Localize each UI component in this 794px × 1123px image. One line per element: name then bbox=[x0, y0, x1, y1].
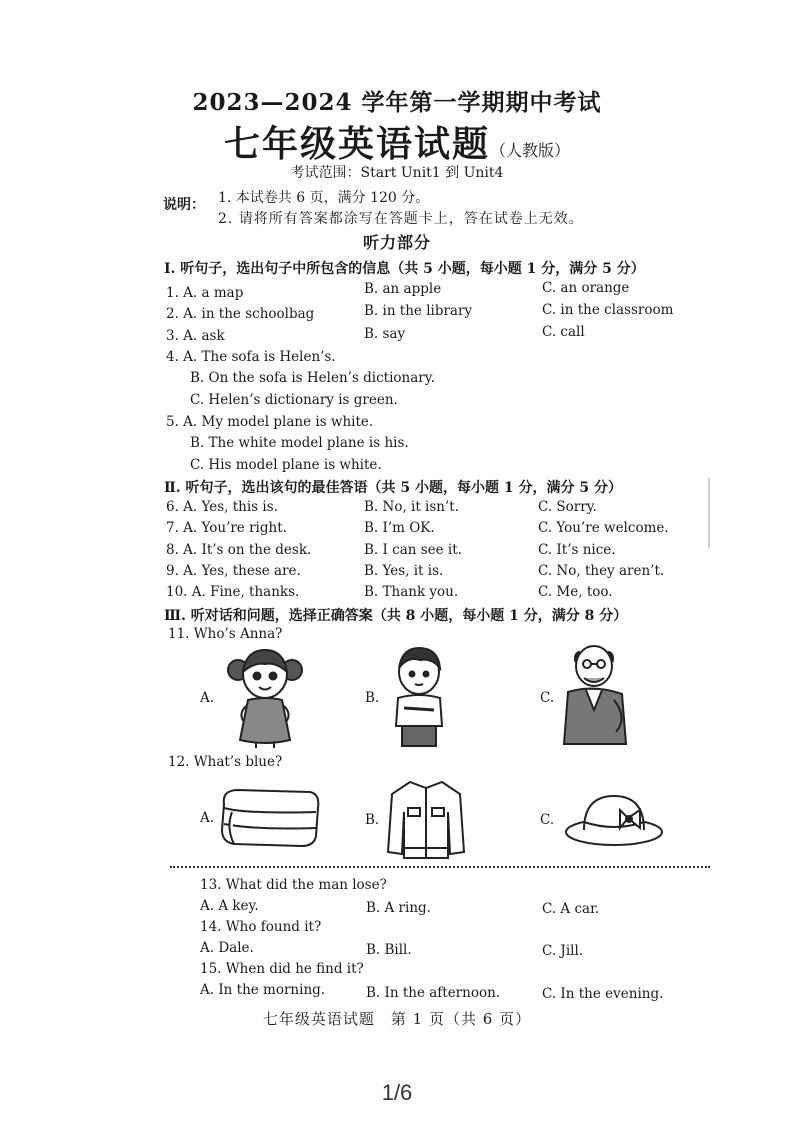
q5-option-b: B. The white model plane is his. bbox=[190, 435, 409, 451]
q14-option-a: A. Dale. bbox=[200, 940, 254, 956]
q1-option-a: 1. A. a map bbox=[166, 285, 244, 301]
old-man-icon bbox=[556, 640, 636, 748]
q6-option-a: 6. A. Yes, this is. bbox=[166, 499, 278, 515]
part2-heading: Ⅱ. 听句子，选出该句的最佳答语（共 5 小题，每小题 1 分，满分 5 分） bbox=[164, 480, 623, 496]
exam-main-title bbox=[0, 116, 794, 167]
q1-option-c: C. an orange bbox=[542, 280, 630, 296]
q8-option-a: 8. A. It’s on the desk. bbox=[166, 542, 312, 558]
q8-option-b: B. I can see it. bbox=[364, 542, 462, 558]
note-line-1: 1. 本试卷共 6 页，满分 120 分。 bbox=[218, 190, 430, 206]
q11-option-c: C. bbox=[540, 690, 555, 706]
part3-heading: Ⅲ. 听对话和问题，选择正确答案（共 8 小题，每小题 1 分，满分 8 分） bbox=[164, 608, 628, 624]
q5-option-c: C. His model plane is white. bbox=[190, 457, 382, 473]
q15-stem: 15. When did he find it? bbox=[200, 961, 364, 977]
main-title-text: 七年级英语试题 bbox=[223, 123, 490, 165]
q3-option-c: C. call bbox=[542, 324, 585, 340]
q14-option-c: C. Jill. bbox=[542, 943, 584, 959]
q12-option-a: A. bbox=[200, 810, 215, 826]
q12-option-c: C. bbox=[540, 812, 555, 828]
q7-option-c: C. You’re welcome. bbox=[538, 520, 669, 536]
q13-option-c: C. A car. bbox=[542, 901, 600, 917]
q14-stem: 14. Who found it? bbox=[200, 919, 322, 935]
q1-option-b: B. an apple bbox=[364, 281, 442, 297]
exam-scope: 考试范围：Start Unit1 到 Unit4 bbox=[290, 165, 504, 181]
girl-icon bbox=[224, 644, 306, 748]
q5-option-a: 5. A. My model plane is white. bbox=[166, 414, 374, 430]
q4-option-c: C. Helen’s dictionary is green. bbox=[190, 392, 398, 408]
q6-option-b: B. No, it isn’t. bbox=[364, 499, 460, 515]
q10-option-b: B. Thank you. bbox=[364, 584, 459, 600]
q10-option-a: 10. A. Fine, thanks. bbox=[166, 584, 300, 600]
exam-year-title: 2023—2024 学年第一学期期中考试 bbox=[192, 89, 602, 116]
q12-stem: 12. What’s blue? bbox=[168, 754, 283, 770]
edition-label: （人教版） bbox=[490, 141, 571, 160]
q7-option-b: B. I’m OK. bbox=[364, 520, 435, 536]
q8-option-c: C. It’s nice. bbox=[538, 542, 616, 558]
q9-option-a: 9. A. Yes, these are. bbox=[166, 563, 301, 579]
q2-option-a: 2. A. in the schoolbag bbox=[166, 306, 315, 322]
jacket-icon bbox=[386, 778, 466, 860]
section-title: 听力部分 bbox=[362, 233, 431, 252]
q14-option-b: B. Bill. bbox=[366, 942, 412, 958]
dotted-divider bbox=[170, 866, 710, 868]
quilt-icon bbox=[216, 784, 322, 850]
scan-artifact bbox=[708, 478, 710, 548]
q2-option-c: C. in the classroom bbox=[542, 302, 674, 318]
q7-option-a: 7. A. You’re right. bbox=[166, 520, 287, 536]
part1-heading: Ⅰ. 听句子，选出句子中所包含的信息（共 5 小题，每小题 1 分，满分 5 分） bbox=[164, 261, 645, 277]
q13-option-b: B. A ring. bbox=[366, 900, 431, 916]
q6-option-c: C. Sorry. bbox=[538, 499, 597, 515]
q9-option-b: B. Yes, it is. bbox=[364, 563, 444, 579]
q11-option-b: B. bbox=[365, 690, 380, 706]
q3-option-a: 3. A. ask bbox=[166, 328, 225, 344]
note-line-2: 2. 请将所有答案都涂写在答题卡上，答在试卷上无效。 bbox=[218, 211, 584, 227]
q10-option-c: C. Me, too. bbox=[538, 584, 613, 600]
q15-option-b: B. In the afternoon. bbox=[366, 985, 501, 1001]
q4-option-a: 4. A. The sofa is Helen’s. bbox=[166, 349, 336, 365]
q15-option-a: A. In the morning. bbox=[200, 982, 326, 998]
q11-option-a: A. bbox=[200, 690, 215, 706]
page-footer: 七年级英语试题 第 1 页（共 6 页） bbox=[262, 1010, 532, 1028]
q3-option-b: B. say bbox=[364, 326, 406, 342]
q2-option-b: B. in the library bbox=[364, 303, 473, 319]
q4-option-b: B. On the sofa is Helen’s dictionary. bbox=[190, 370, 435, 386]
q13-stem: 13. What did the man lose? bbox=[200, 877, 387, 893]
q9-option-c: C. No, they aren’t. bbox=[538, 563, 665, 579]
notes-label: 说明： bbox=[163, 197, 205, 213]
q15-option-c: C. In the evening. bbox=[542, 986, 664, 1002]
q11-stem: 11. Who’s Anna? bbox=[168, 626, 283, 642]
q13-option-a: A. A key. bbox=[200, 898, 259, 914]
hat-icon bbox=[562, 788, 666, 848]
page-indicator: 1/6 bbox=[381, 1080, 413, 1105]
boy-icon bbox=[384, 644, 454, 748]
q12-option-b: B. bbox=[365, 812, 380, 828]
